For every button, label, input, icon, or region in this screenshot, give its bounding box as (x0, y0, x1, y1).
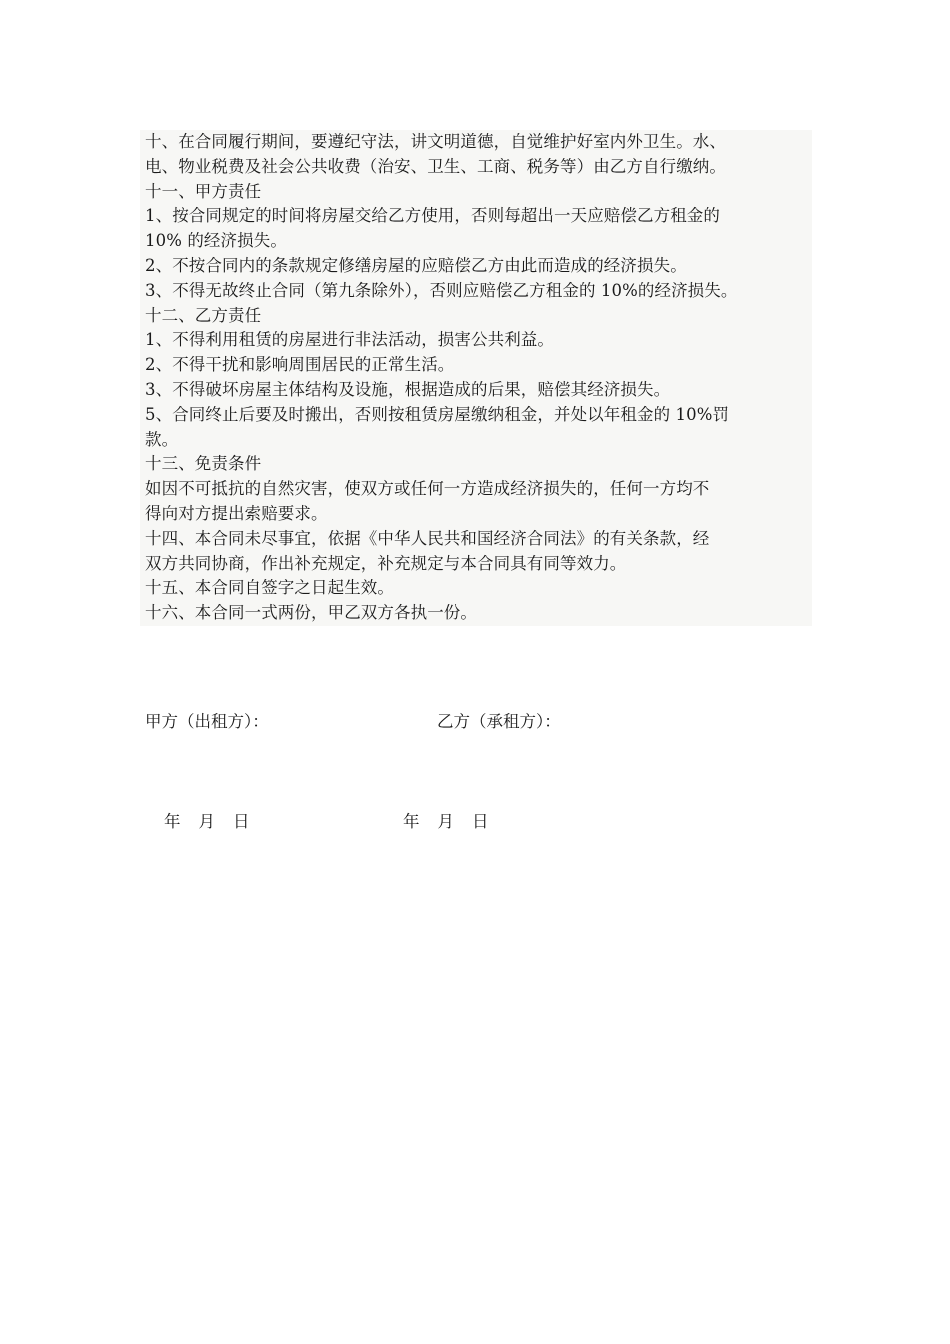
contract-body (140, 130, 812, 626)
party-b-label: 乙方（承租方）： (437, 712, 561, 731)
date-year: 年 (164, 812, 181, 831)
clause-line: 电、物业税费及社会公共收费（治安、卫生、工商、税务等）由乙方自行缴纳。 (145, 156, 726, 176)
clause-line: 1、不得利用租赁的房屋进行非法活动，损害公共利益。 (145, 330, 554, 350)
date-day: 日 (233, 812, 250, 831)
party-a-label: 甲方（出租方）： (145, 712, 269, 731)
clause-line: 10% 的经济损失。 (145, 231, 287, 251)
party-b-date (403, 810, 489, 834)
section-heading: 十二、乙方责任 (145, 305, 262, 325)
section-heading: 十一、甲方责任 (145, 181, 262, 201)
date-day: 日 (472, 812, 489, 831)
date-month: 月 (198, 812, 215, 831)
clause-line: 十四、本合同未尽事宜，依据《中华人民共和国经济合同法》的有关条款，经 (145, 528, 710, 548)
date-year: 年 (403, 812, 420, 831)
clause-line: 3、不得破坏房屋主体结构及设施，根据造成的后果，赔偿其经济损失。 (145, 379, 671, 399)
clause-line: 十、在合同履行期间，要遵纪守法，讲文明道德，自觉维护好室内外卫生。水、 (145, 132, 726, 151)
clause-line: 十五、本合同自签字之日起生效。 (145, 578, 394, 598)
clause-line: 3、不得无故终止合同（第九条除外），否则应赔偿乙方租金的 10%的经济损失。 (145, 280, 738, 300)
clause-line: 2、不得干扰和影响周围居民的正常生活。 (145, 355, 455, 375)
clause-line: 得向对方提出索赔要求。 (145, 503, 328, 523)
party-a-date (164, 810, 250, 834)
clause-line: 双方共同协商，作出补充规定，补充规定与本合同具有同等效力。 (145, 553, 627, 573)
clause-line: 款。 (145, 429, 179, 449)
section-heading: 十三、免责条件 (145, 454, 262, 474)
date-month: 月 (437, 812, 454, 831)
clause-line: 十六、本合同一式两份，甲乙双方各执一份。 (145, 603, 477, 623)
clause-line: 1、按合同规定的时间将房屋交给乙方使用，否则每超出一天应赔偿乙方租金的 (145, 206, 720, 226)
clause-line: 2、不按合同内的条款规定修缮房屋的应赔偿乙方由此而造成的经济损失。 (145, 255, 687, 275)
clause-line: 5、合同终止后要及时搬出，否则按租赁房屋缴纳租金，并处以年租金的 10%罚 (145, 404, 730, 424)
clause-line: 如因不可抵抗的自然灾害，使双方或任何一方造成经济损失的，任何一方均不 (145, 479, 710, 499)
